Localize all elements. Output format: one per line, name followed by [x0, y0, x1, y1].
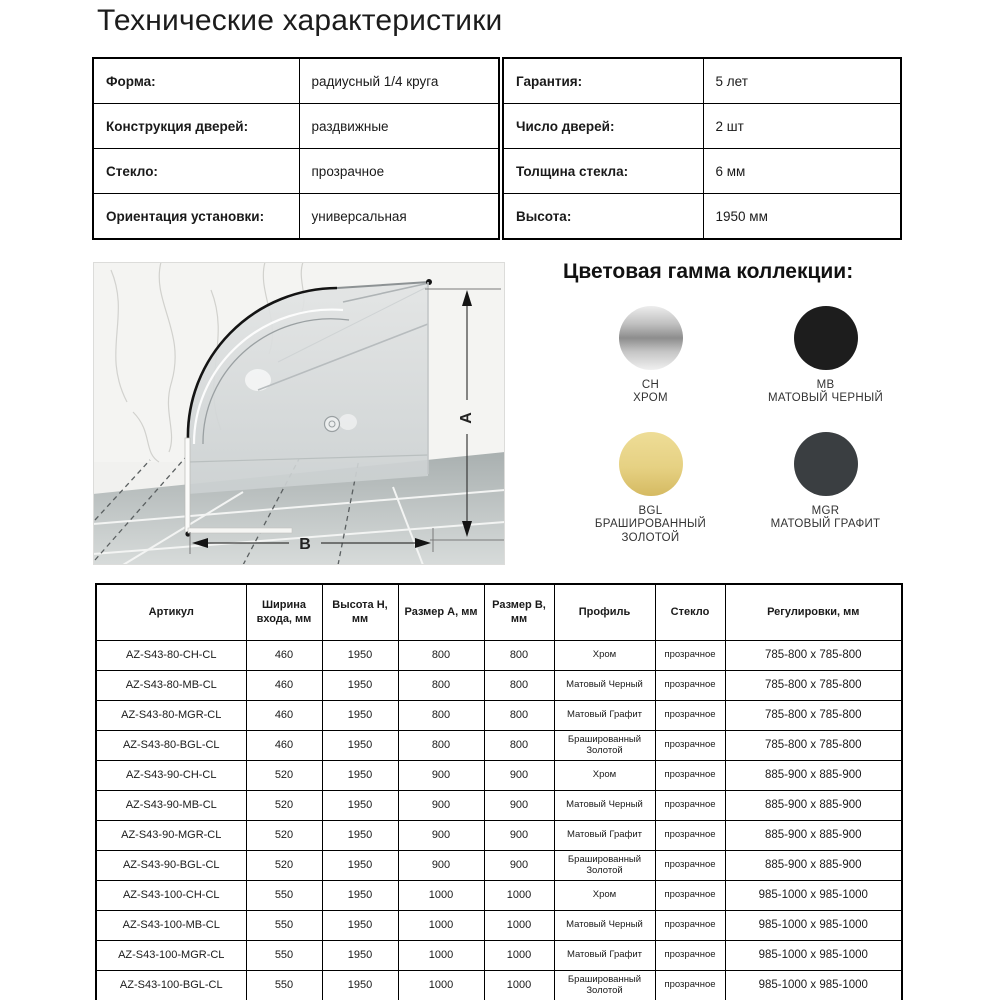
- table-cell: 460: [246, 671, 322, 701]
- table-cell: прозрачное: [655, 731, 725, 761]
- spec-value: 5 лет: [703, 58, 901, 104]
- table-cell: AZ-S43-100-MB-CL: [96, 911, 246, 941]
- table-cell: Хром: [554, 761, 655, 791]
- table-cell: 800: [484, 701, 554, 731]
- table-cell: прозрачное: [655, 701, 725, 731]
- table-cell: Брашированный Золотой: [554, 731, 655, 761]
- table-cell: 985-1000 x 985-1000: [725, 941, 902, 971]
- table-cell: 1950: [322, 971, 398, 1000]
- spec-label: Ориентация установки:: [93, 194, 299, 240]
- spec-value: универсальная: [299, 194, 499, 240]
- table-cell: прозрачное: [655, 641, 725, 671]
- table-cell: 1950: [322, 701, 398, 731]
- table-cell: 460: [246, 701, 322, 731]
- table-cell: 785-800 x 785-800: [725, 641, 902, 671]
- color-swatch-bgl: [563, 432, 738, 546]
- spec-label: Гарантия:: [503, 58, 703, 104]
- table-cell: 885-900 x 885-900: [725, 761, 902, 791]
- table-cell: 1000: [484, 911, 554, 941]
- column-header: Стекло: [655, 584, 725, 641]
- table-cell: 900: [484, 821, 554, 851]
- spec-label: Конструкция дверей:: [93, 104, 299, 149]
- table-cell: 900: [398, 791, 484, 821]
- table-cell: 520: [246, 821, 322, 851]
- table-cell: AZ-S43-90-CH-CL: [96, 761, 246, 791]
- table-cell: 900: [398, 821, 484, 851]
- table-cell: Хром: [554, 881, 655, 911]
- table-cell: AZ-S43-80-CH-CL: [96, 641, 246, 671]
- table-cell: 1950: [322, 641, 398, 671]
- spec-row: [503, 58, 901, 104]
- table-cell: 885-900 x 885-900: [725, 821, 902, 851]
- table-cell: 1950: [322, 731, 398, 761]
- table-cell: AZ-S43-100-CH-CL: [96, 881, 246, 911]
- articles-table-body: [96, 641, 902, 1000]
- articles-table: [95, 583, 903, 1000]
- table-cell: 1000: [398, 911, 484, 941]
- door-knob-icon: [325, 417, 340, 432]
- table-cell: 1000: [484, 971, 554, 1000]
- table-row: [96, 971, 902, 1000]
- table-cell: 1950: [322, 761, 398, 791]
- table-cell: 800: [398, 641, 484, 671]
- table-cell: 460: [246, 731, 322, 761]
- table-cell: прозрачное: [655, 881, 725, 911]
- table-cell: 520: [246, 761, 322, 791]
- column-header: Размер B, мм: [484, 584, 554, 641]
- table-cell: 550: [246, 941, 322, 971]
- table-cell: прозрачное: [655, 941, 725, 971]
- spec-row: [93, 58, 499, 104]
- table-row: [96, 671, 902, 701]
- table-cell: 900: [398, 851, 484, 881]
- table-cell: прозрачное: [655, 821, 725, 851]
- table-cell: прозрачное: [655, 761, 725, 791]
- table-cell: 785-800 x 785-800: [725, 731, 902, 761]
- table-cell: 900: [484, 851, 554, 881]
- column-header: Артикул: [96, 584, 246, 641]
- table-cell: AZ-S43-100-BGL-CL: [96, 971, 246, 1000]
- table-row: [96, 791, 902, 821]
- table-cell: 460: [246, 641, 322, 671]
- table-cell: 1000: [398, 971, 484, 1000]
- brushed-gold-swatch-icon: [619, 432, 683, 496]
- shower-enclosure-image: [93, 262, 505, 565]
- spec-value: раздвижные: [299, 104, 499, 149]
- dimension-a-label: A: [458, 412, 475, 424]
- color-swatch-mb: [738, 306, 913, 406]
- spec-table-right: [502, 57, 902, 240]
- table-cell: Хром: [554, 641, 655, 671]
- spec-row: [93, 104, 499, 149]
- table-row: [96, 941, 902, 971]
- table-cell: прозрачное: [655, 851, 725, 881]
- threshold: [188, 528, 292, 533]
- spec-value: радиусный 1/4 круга: [299, 58, 499, 104]
- column-header: Ширина входа, мм: [246, 584, 322, 641]
- table-cell: 800: [398, 701, 484, 731]
- table-cell: AZ-S43-90-BGL-CL: [96, 851, 246, 881]
- table-cell: AZ-S43-90-MGR-CL: [96, 821, 246, 851]
- spec-table-left: [92, 57, 500, 240]
- table-cell: Матовый Графит: [554, 821, 655, 851]
- spec-row: [503, 104, 901, 149]
- table-cell: 1000: [398, 941, 484, 971]
- table-cell: AZ-S43-80-BGL-CL: [96, 731, 246, 761]
- table-cell: 785-800 x 785-800: [725, 671, 902, 701]
- table-cell: 785-800 x 785-800: [725, 701, 902, 731]
- table-cell: 900: [398, 761, 484, 791]
- table-cell: Брашированный Золотой: [554, 851, 655, 881]
- table-cell: 1000: [484, 941, 554, 971]
- spec-label: Толщина стекла:: [503, 149, 703, 194]
- matte-graphite-swatch-icon: [794, 432, 858, 496]
- column-header: Размер A, мм: [398, 584, 484, 641]
- table-cell: Брашированный Золотой: [554, 971, 655, 1000]
- table-cell: 1950: [322, 851, 398, 881]
- table-cell: 800: [398, 671, 484, 701]
- table-row: [96, 911, 902, 941]
- color-swatch-ch: [563, 306, 738, 406]
- spec-row: [503, 149, 901, 194]
- table-cell: Матовый Черный: [554, 671, 655, 701]
- spec-value: 2 шт: [703, 104, 901, 149]
- table-cell: Матовый Черный: [554, 911, 655, 941]
- spec-row: [93, 149, 499, 194]
- table-cell: 900: [484, 761, 554, 791]
- table-cell: прозрачное: [655, 671, 725, 701]
- table-cell: AZ-S43-80-MB-CL: [96, 671, 246, 701]
- table-cell: 1950: [322, 911, 398, 941]
- table-cell: 520: [246, 851, 322, 881]
- table-row: [96, 761, 902, 791]
- table-cell: Матовый Черный: [554, 791, 655, 821]
- table-cell: 550: [246, 971, 322, 1000]
- table-cell: 1950: [322, 941, 398, 971]
- spec-label: Стекло:: [93, 149, 299, 194]
- table-cell: 520: [246, 791, 322, 821]
- chrome-swatch-icon: [619, 306, 683, 370]
- column-header: Профиль: [554, 584, 655, 641]
- table-row: [96, 851, 902, 881]
- spec-value: 6 мм: [703, 149, 901, 194]
- spec-row: [503, 194, 901, 240]
- table-row: [96, 701, 902, 731]
- table-cell: Матовый Графит: [554, 941, 655, 971]
- matte-black-swatch-icon: [794, 306, 858, 370]
- table-cell: AZ-S43-90-MB-CL: [96, 791, 246, 821]
- spec-label: Высота:: [503, 194, 703, 240]
- table-cell: прозрачное: [655, 971, 725, 1000]
- swatch-name: МАТОВЫЙ ЧЕРНЫЙ: [767, 392, 884, 404]
- swatch-name: БРАШИРОВАННЫЙ ЗОЛОТОЙ: [594, 517, 707, 545]
- column-header: Регулировки, мм: [725, 584, 902, 641]
- table-cell: 1950: [322, 671, 398, 701]
- swatch-grid: [563, 306, 913, 546]
- table-cell: 800: [484, 731, 554, 761]
- table-cell: AZ-S43-80-MGR-CL: [96, 701, 246, 731]
- table-cell: Матовый Графит: [554, 701, 655, 731]
- table-cell: 1000: [484, 881, 554, 911]
- table-cell: 985-1000 x 985-1000: [725, 881, 902, 911]
- spec-value: прозрачное: [299, 149, 499, 194]
- swatch-name: МАТОВЫЙ ГРАФИТ: [770, 517, 881, 530]
- table-cell: 1950: [322, 791, 398, 821]
- table-cell: 900: [484, 791, 554, 821]
- table-cell: прозрачное: [655, 911, 725, 941]
- swatch-code: MB: [816, 379, 835, 391]
- spec-label: Число дверей:: [503, 104, 703, 149]
- table-cell: 885-900 x 885-900: [725, 851, 902, 881]
- dimension-b-label: B: [299, 536, 311, 553]
- wall-profile: [185, 438, 190, 532]
- table-cell: 1950: [322, 881, 398, 911]
- table-cell: 550: [246, 881, 322, 911]
- product-diagram: [93, 262, 505, 565]
- table-cell: прозрачное: [655, 791, 725, 821]
- table-row: [96, 641, 902, 671]
- table-cell: 1950: [322, 821, 398, 851]
- color-collection-section: [563, 260, 913, 546]
- page-title: Технические характеристики: [97, 4, 503, 37]
- swatch-code: BGL: [638, 504, 663, 517]
- articles-table-header-row: [96, 584, 902, 641]
- table-row: [96, 881, 902, 911]
- table-cell: 985-1000 x 985-1000: [725, 971, 902, 1000]
- table-cell: 800: [398, 731, 484, 761]
- table-cell: 885-900 x 885-900: [725, 791, 902, 821]
- swatch-code: MGR: [811, 504, 840, 517]
- table-cell: 985-1000 x 985-1000: [725, 911, 902, 941]
- column-header: Высота H, мм: [322, 584, 398, 641]
- color-swatch-mgr: [738, 432, 913, 546]
- table-row: [96, 821, 902, 851]
- table-cell: 1000: [398, 881, 484, 911]
- swatch-code: CH: [641, 379, 660, 391]
- spec-row: [93, 194, 499, 240]
- spec-value: 1950 мм: [703, 194, 901, 240]
- table-cell: 800: [484, 641, 554, 671]
- table-row: [96, 731, 902, 761]
- color-collection-title: Цветовая гамма коллекции:: [563, 260, 854, 283]
- table-cell: 800: [484, 671, 554, 701]
- table-cell: AZ-S43-100-MGR-CL: [96, 941, 246, 971]
- swatch-name: ХРОМ: [633, 392, 668, 404]
- spec-label: Форма:: [93, 58, 299, 104]
- table-cell: 550: [246, 911, 322, 941]
